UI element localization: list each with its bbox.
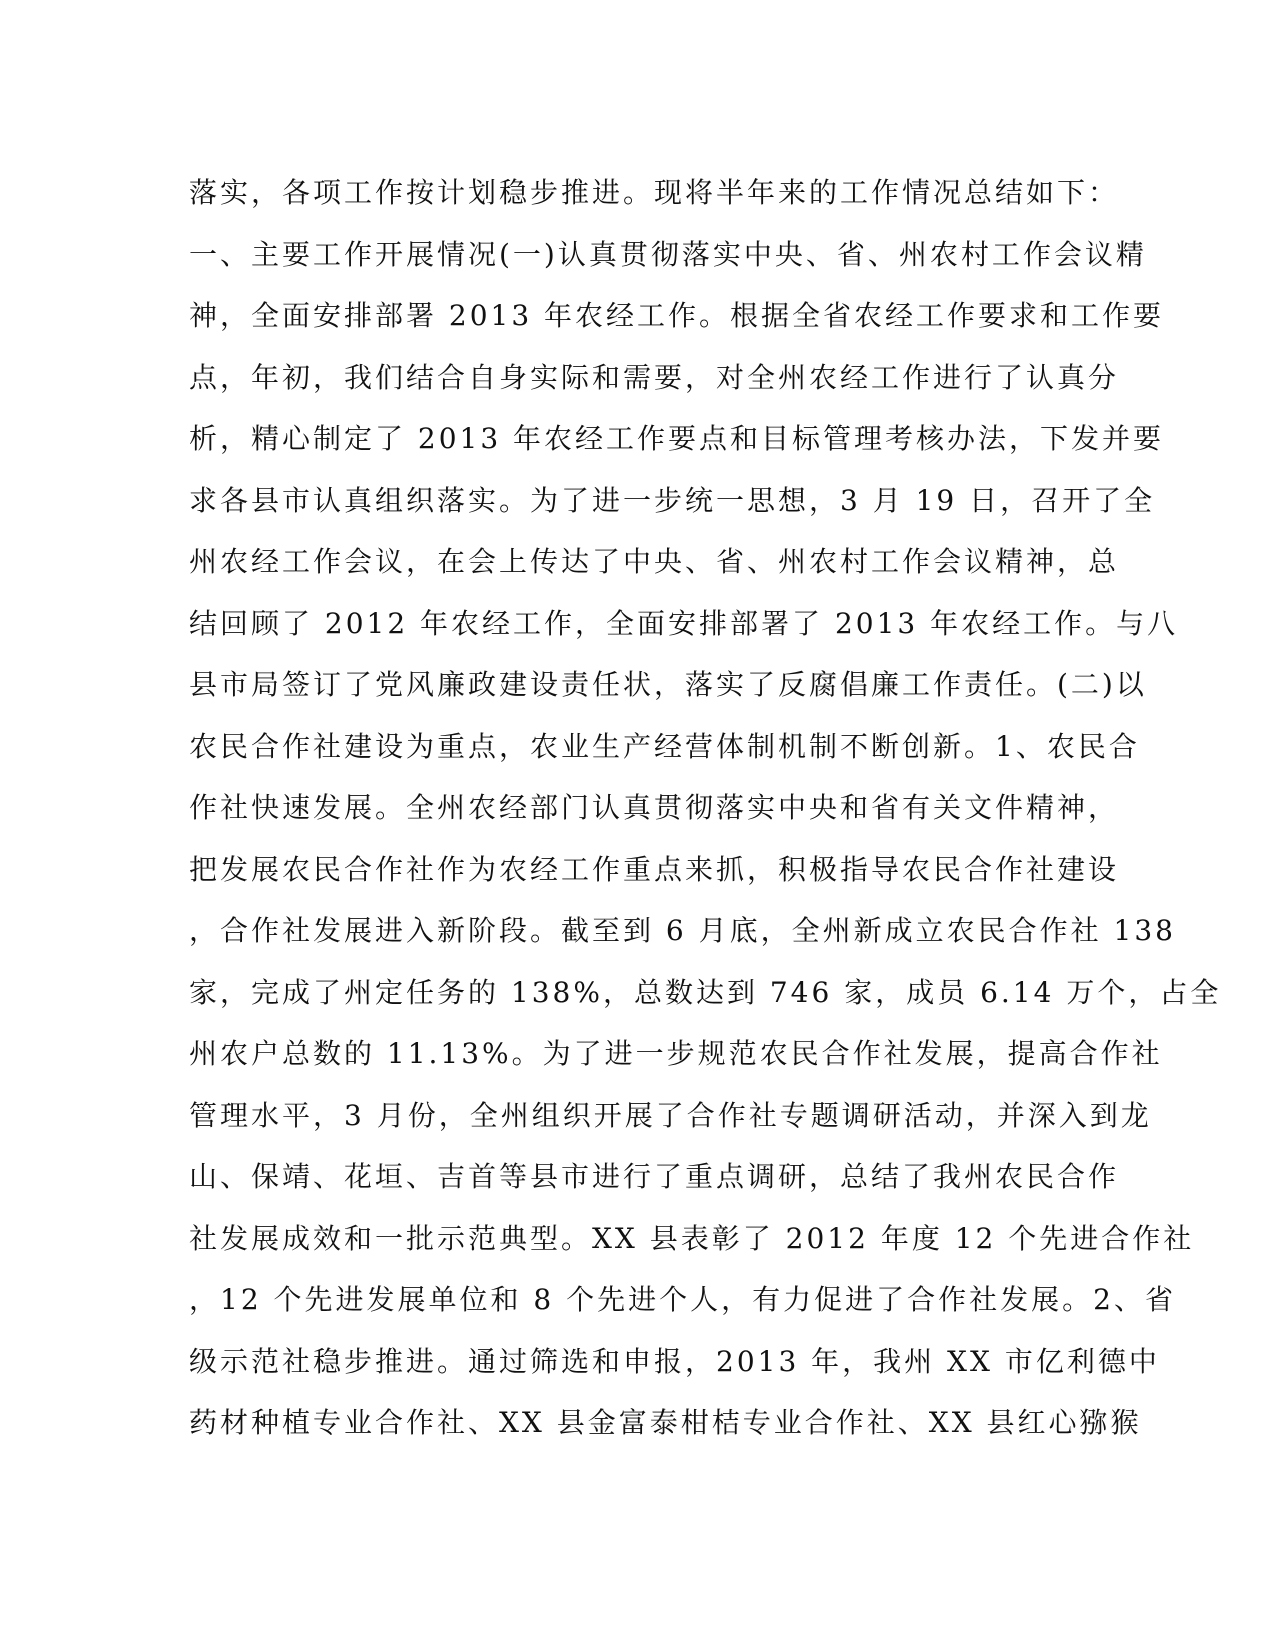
text-line: 神，全面安排部署 2013 年农经工作。根据全省农经工作要求和工作要 [189, 299, 1165, 332]
text-line: 落实，各项工作按计划稳步推进。现将半年来的工作情况总结如下： [189, 176, 1120, 209]
text-line: 州农户总数的 11.13%。为了进一步规范农民合作社发展，提高合作社 [189, 1037, 1163, 1070]
text-line: 析，精心制定了 2013 年农经工作要点和目标管理考核办法，下发并要 [189, 422, 1165, 455]
text-line: ，12 个先进发展单位和 8 个先进个人，有力促进了合作社发展。2、省 [189, 1283, 1176, 1316]
text-line: 一、主要工作开展情况(一)认真贯彻落实中央、省、州农村工作会议精 [189, 237, 1147, 271]
text-line: 县市局签订了党风廉政建设责任状，落实了反腐倡廉工作责任。(二)以 [189, 668, 1147, 701]
text-line: 把发展农民合作社作为农经工作重点来抓，积极指导农民合作社建设 [189, 852, 1120, 886]
body-text [189, 162, 1222, 1454]
text-line: 作社快速发展。全州农经部门认真贯彻落实中央和省有关文件精神， [189, 791, 1120, 824]
text-line: 级示范社稳步推进。通过筛选和申报，2013 年，我州 XX 市亿利德中 [189, 1344, 1160, 1378]
text-line: 家，完成了州定任务的 138%，总数达到 746 家，成员 6.14 万个，占全 [189, 975, 1222, 1009]
text-line: 点，年初，我们结合自身实际和需要，对全州农经工作进行了认真分 [189, 360, 1120, 394]
text-line: 农民合作社建设为重点，农业生产经营体制机制不断创新。1、农民合 [189, 729, 1140, 763]
text-line: 社发展成效和一批示范典型。XX 县表彰了 2012 年度 12 个先进合作社 [189, 1221, 1195, 1255]
text-line: 州农经工作会议，在会上传达了中央、省、州农村工作会议精神，总 [189, 545, 1120, 578]
text-line: 山、保靖、花垣、吉首等县市进行了重点调研，总结了我州农民合作 [189, 1160, 1120, 1193]
text-line: 药材种植专业合作社、XX 县金富泰柑桔专业合作社、XX 县红心猕猴 [189, 1406, 1142, 1439]
text-line: ，合作社发展进入新阶段。截至到 6 月底，全州新成立农民合作社 138 [189, 914, 1176, 947]
text-line: 求各县市认真组织落实。为了进一步统一思想，3 月 19 日，召开了全 [189, 483, 1156, 517]
text-line: 管理水平，3 月份，全州组织开展了合作社专题调研活动，并深入到龙 [189, 1098, 1152, 1132]
text-line: 结回顾了 2012 年农经工作，全面安排部署了 2013 年农经工作。与八 [189, 606, 1179, 640]
